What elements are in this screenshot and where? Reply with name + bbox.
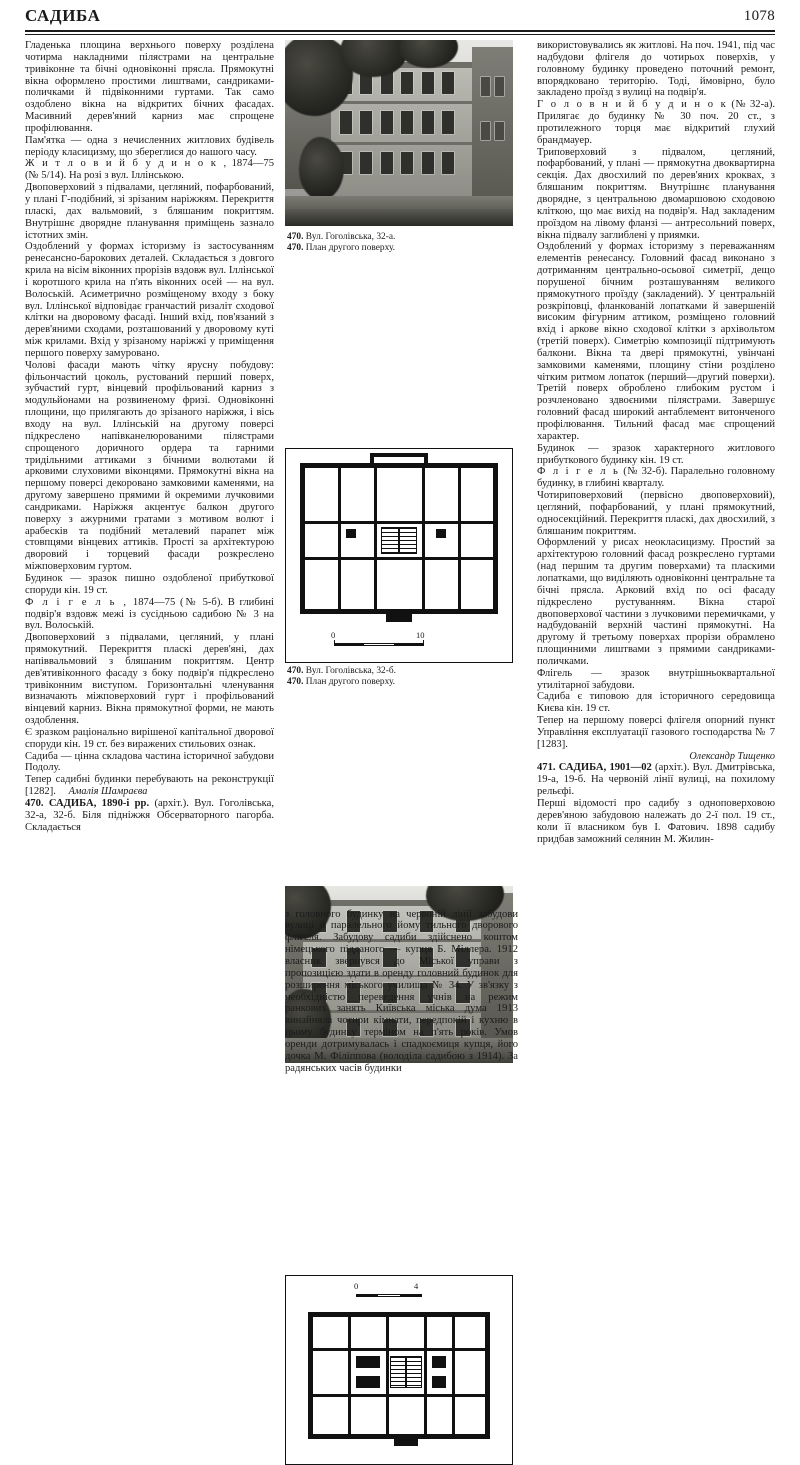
plan-scale-1 — [331, 630, 464, 657]
paragraph: Садиба — цінна складова частина історичної забудови Подолу. — [25, 750, 274, 774]
caption-ref-number: 470. — [287, 242, 304, 253]
entry-heading-rest: 1874—75 (№ 5/14). На розі з вул. Іллінською. — [25, 158, 274, 182]
caption-text: Вул. Гоголівська, 32-б. — [303, 666, 396, 676]
figure-caption-1 — [287, 232, 519, 253]
entry-number: 470. — [25, 798, 49, 809]
paragraph: Гладенька площина верхнього поверху розділена чотирма накладними пілястрами на центральне тривіконне та бічні одновіконні прясла. Прямокутні вікна оформлено простими лиштвами, сандриками-поличками й підвіконними гуртами. Так само оздоблено вікна на відкритих бічних фасадах. Масивний дерев'яний карниз має спрощене профілювання. — [25, 40, 274, 134]
paragraph: Оздоблений у формах історизму з переважанням елементів ренесансу. Головний фасад виконано з дотриманням центрально-осьової симетрії, дещо порушеної бічним розташуванням великого прямокутного проїзду (закладений). У центральній розкріповці, фланкованій лопатками й завершеній високим фігурним аттиком, розміщено головний вхід і аркове вікно сходової клітки з архівольтом (третій поверх). Симетрію композиції підтримують балкони. Вікна та двері прямокутні, увінчані замковими каменями, площину стіни розділено чітким ритмом лопаток (перший—другий поверхи). Третій поверх оброблено глибоким рустом і розчленовано здвоєними пілястрами. Завершує головний фасад широкий антаблемент витонченого профілювання. Тильний фасад має спрощений характер. — [537, 241, 775, 442]
author-name: Олександр Тищенко — [689, 750, 775, 762]
caption-ref-number: 470. — [287, 666, 304, 676]
scale-label-max: 10 — [416, 630, 425, 640]
author-name: Амалія Шамраєва — [68, 786, 148, 798]
paragraph: Пам'ятка — одна з нечисленних житлових будівель періоду класицизму, що збереглися до нашого часу. — [25, 134, 274, 158]
entry-heading-spaced: Ф л і г е л ь — [537, 466, 620, 478]
paragraph-with-author — [25, 774, 274, 798]
paragraph: Чотириповерховий (первісно двоповерховий), цегляний, пофарбований, у плані прямокутний, односекційний. Перекриття пласкі, дах двосхилий, з бляшаним покриттям. — [537, 490, 775, 537]
caption-ref-number: 470. — [287, 676, 304, 687]
column-left — [25, 40, 274, 834]
caption-text: План другого поверху. — [303, 676, 396, 687]
entry-title: САДИБА, 1901—02 — [558, 762, 652, 774]
column-right — [537, 40, 775, 845]
caption-text: План другого поверху. — [303, 242, 396, 253]
paragraph: Перші відомості про садибу з одноповерховою дерев'яною забудовою належать до 2-ї пол. 19 ст., коли її власником був І. Фатович. 1898 садибу придбав заможний селянин М. Жилин- — [537, 798, 775, 845]
entry-number: 471. — [537, 762, 559, 774]
paragraph: Оздоблений у формах історизму із застосуванням ренесансно-барокових деталей. Складається з довгого крила на вісім віконних прорізів вздовж вул. Іллінської і коротшого крила на п'ять віконних осей — на вул. Волоській. Асиметрично розміщеному входу з боку вул. Іллінської відповідає гранчастий ризаліт сходової клітки на дворовому фасаді. Інший вхід, пов'язаний з дерев'яними сходами, розташований у дворовому куті між крилами. Вхід у зрізаному наріжжі у приміщення першого поверху замуровано. — [25, 241, 274, 359]
caption-text: Вул. Гоголівська, 32-а. — [303, 232, 396, 242]
entry-rest: (архіт.). Вул. Гоголівська, 32-а, 32-б. Біля підніжжя Обсерваторного пагорба. Складається — [25, 798, 274, 833]
entry-heading-spaced: Ф л і г е л ь , — [25, 596, 129, 608]
entry-heading-zhytlovyj-budynok — [25, 158, 274, 182]
entry-heading-fligel — [537, 466, 775, 490]
header-rule-thick — [25, 30, 775, 32]
paragraph: Оформлений у рисах неокласицизму. Простий за архітектурою головний фасад розкреслено гуртами (над першим та другим поверхами) та пласкими лопатками, що виділяють одновіконні центральне та бічні прясла. Арковий вхід по осі фасаду підкреслено рустуванням. Вікна старої двоповерхової частини з лучковими перемичками, у надбудованій верхній частині прямокутні. На другому й третьому поверхах прорізи обрамлено площинними лиштвами з прямими сандриками-поличками. — [537, 537, 775, 667]
paragraph: Будинок — зразок характерного житлового прибуткового будинку кін. 19 ст. — [537, 442, 775, 466]
paragraph: використовувались як житлові. На поч. 1941, під час надбудови флігеля до чотирьох поверхів, у головному будинку проведено поточний ремонт, впорядковано територію. Тоді, ймовірно, було закладено проїзд з вулиці на подвір'я. — [537, 40, 775, 99]
scale-label-min: 0 — [354, 1281, 359, 1291]
entry-heading-spaced: Ж и т л о в и й б у д и н о к , — [25, 158, 229, 170]
page-title: САДИБА — [25, 6, 101, 25]
plan-scale-2 — [356, 1282, 466, 1302]
paragraph: Чолові фасади мають чітку ярусну побудову: фільончастий цоколь, рустований перший поверх, зубчастий гурт, вінцевий профільований карниз з модульйонами на розвиненому фризі. Одновіконні площини, що прилягають до зрізаного наріжжя, і вісь входу на вул. Іллінській на другому поверсі підкреслено напівканелюрованими пілястрами спрощеного доричного ордера та гарними тридільними аттиками з бічними волютами й арковими слуховими віконцями. Прямокутні вікна на першому поверсі декоровано замковими каменями, на другому завершено прямими й окремими лучковими сандриками. Наріжжя акцентує балкон другого поверху з ажурними гратами з мотивом волют і арабесків та подібний металевий парапет між стовпцями вінцевих аттиків. Прості за архітектурою дворовий і торцевий фасади розкреслено міжповерховим гуртом. — [25, 359, 274, 573]
header-rule-thin — [25, 34, 775, 35]
entry-heading-holovnyj-budynok — [537, 99, 775, 146]
entry-470-heading — [25, 798, 274, 834]
paragraph: з головного будинку на червоній лінії забудови вулиці й паралельного йому тильного дворового флігеля. Забудову садиби здійснено коштом німецького підданого — купця Б. Міллера. 1912 власник звернувся до Міської управи з пропозицією здати в оренду головний будинок для розширення міського училища № 34. У зв'язку з необхідністю переведення учнів на режим ранкових занять Київська міська дума 1913 винайняла чотири кімнати, передпокій і кухню в цьому будинку терміном на п'ять років. Умов оренди дотримувалась і спадкоємиця купця, його дочка М. Філіппова (володіла садибою з 1914). За радянських часів будинки — [285, 908, 518, 1074]
paragraph-text: Тепер садибні будинки перебувають на реконструкції [1282]. — [25, 774, 274, 798]
entry-heading-rest: (№ 32-б). Паралельно головному будинку, в глибині кварталу. — [537, 466, 775, 490]
floor-plan-32a — [285, 448, 513, 663]
caption-ref-number: 470. — [287, 232, 304, 242]
figure-caption-2 — [287, 666, 519, 687]
paragraph: Є зразком раціонально вирішеної капітальної дворової споруди кін. 19 ст. без виражених стильових ознак. — [25, 726, 274, 750]
paragraph: Садиба є типовою для історичного середовища Києва кін. 19 ст. — [537, 691, 775, 715]
scale-label-min: 0 — [331, 630, 336, 640]
paragraph: Двоповерховий з підвалами, цегляний, пофарбований, у плані Г-подібний, зі зрізаним наріжжям. Перекриття пласкі, дах вальмовий, з бляшаним покриттям. Внутрішнє дворядне планування приміщень зазнало істотних змін. — [25, 182, 274, 241]
entry-heading-rest: (№ 32-а). Прилягає до будинку № 30 поч. 20 ст., з протилежного торця має відкритий глухий брандмауер. — [537, 99, 775, 146]
paragraph: Флігель — зразок внутрішньоквартальної утилітарної забудови. — [537, 667, 775, 691]
entry-title: САДИБА, 1890-і рр. — [48, 798, 150, 809]
paragraph: Двоповерховий з підвалами, цегляний, у плані прямокутний. Перекриття пласкі дерев'яні, дах напіввальмовий з бляшаним покриттям. Центр дев'ятивіконного фасаду з боку подвір'я підкреслено тривіконним виступом. Горизонтальні членування визначають міжповерховий гурт і профільований вінцевий карниз. Вікна прямокутної форми, не мають оздоблення. — [25, 632, 274, 727]
paragraph: Триповерховий з підвалом, цегляний, пофарбований, у плані — прямокутна двоквартирна секція. Дах двосхилий по дерев'яних кроквах, з бляшаним покриттям. Внутрішнє планування дворядне, з центральною двомаршовою сходовою кліткою, що має вихід на подвір'я. Над закладеним проїздом на лівому фланзі — антресольний поверх, вікна підвалу заглиблені у приямки. — [537, 146, 775, 241]
entry-heading-rest: 1874—75 (№ 5-б). В глибині подвір'я вздовж межі із сусідньою садибою № 3 на вул. Волоській. — [25, 596, 274, 632]
paragraph: Тепер на першому поверсі флігеля опорний пункт Управління експлуатації газового господарства № 7 [1283]. — [537, 715, 775, 750]
entry-heading-fligel — [25, 597, 274, 633]
entry-heading-spaced: Г о л о в н и й б у д и н о к — [537, 99, 728, 111]
scale-label-max: 4 — [414, 1281, 419, 1291]
paragraph: Будинок — зразок пишно оздобленої прибуткової споруди кін. 19 ст. — [25, 572, 274, 596]
page-number: 1078 — [743, 8, 775, 24]
floor-plan-32b — [285, 1275, 513, 1465]
column-middle-text — [285, 898, 518, 1085]
entry-471-heading — [537, 762, 775, 798]
photo-holovnyj-budynok-32a — [285, 40, 513, 226]
entry-rest: (архіт.). Вул. Дмитрівська, 19-а, 19-б. На червоній лінії вулиці, на похилому рельєфі. — [537, 762, 775, 798]
